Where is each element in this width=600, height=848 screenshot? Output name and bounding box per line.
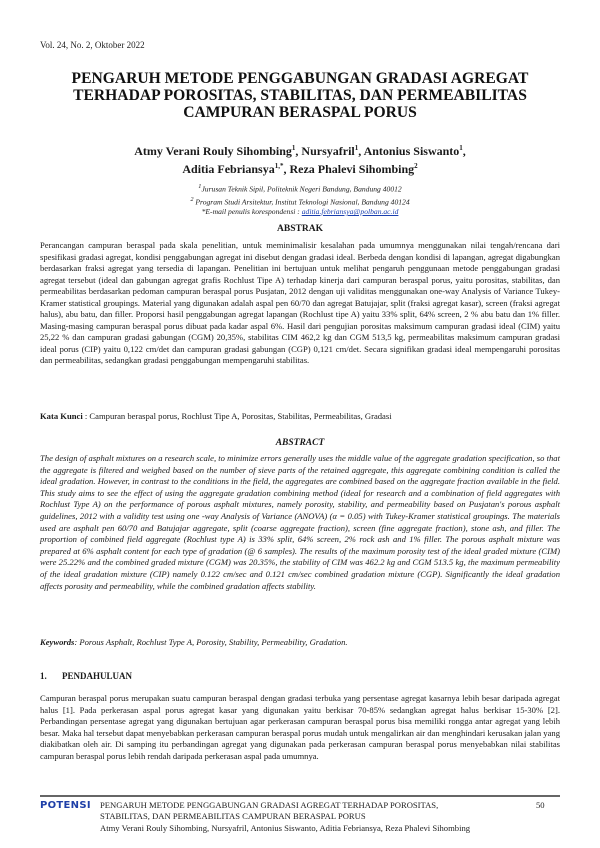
title-line: CAMPURAN BERASPAL PORUS	[183, 104, 417, 121]
footer-authors: Atmy Verani Rouly Sihombing, Nursyafril, Antonius Siswanto, Aditia Febriansya, Reza Phalevi Sihombing	[100, 822, 471, 833]
author-list: Atmy Verani Rouly Sihombing$^1$, Nursyafril$^1$, Antonius Siswanto$^1$, Aditia Febriansya$^{1,*}$, Reza Phalevi Sihombing$^2$	[134, 144, 466, 176]
title-line: TERHADAP POROSITAS, STABILITAS, DAN PERMEABILITAS	[73, 87, 527, 104]
email-link[interactable]: aditia.febriansya@polban.ac.id	[301, 207, 399, 217]
author-sup: 1,*	[274, 161, 284, 170]
keywords-text: : Porous Asphalt, Rochlust Type A, Porosity, Stability, Permeability, Gradation.	[74, 637, 348, 647]
affiliations	[60, 182, 540, 217]
affiliation-sup: 1	[198, 183, 202, 190]
section-title: PENDAHULUAN	[62, 671, 133, 681]
affiliation: Jurusan Teknik Sipil, Politeknik Negeri Bandung, Bandung 40012	[201, 184, 402, 194]
footer-title-line: PENGARUH METODE PENGGABUNGAN GRADASI AGREGAT TERHADAP POROSITAS,	[100, 800, 439, 810]
author-sup: 1	[459, 144, 463, 152]
abstract-body: The design of asphalt mixtures on a research scale, to minimize errors generally uses the middle value of the aggregate gradation specification, so that the aggregate is filtered and weighed based on the number of sieve parts of the retained aggregate, this aggregate combining condition is called the ideal gradation. However, in contrast to the conditions in the field, the aggregates are combined based on the aggregate fraction available in the field. This study aims to see the effect of using the aggregate gradation combining method (ideal for research and a combination of field aggregates with Rochlust Type A) on the performance of porous asphalt mixtures, namely porosity, stability, and permeability based on Pusjatan's porous asphalt guidelines, 2012 with a validity test using one -way Analysis of Variance (ANOVA) (α = 0.05) with Tukey-Kramer statistical groupings. The materials used are asphalt pen 60/70 and Batujajar aggregate, split (coarse aggregate fraction), screen (fine aggregate fraction), stone ash, and filler. The proportion of combined field aggregate (Rochlust type A) is 33% split, 64% screen, 2% rock ash and 1% filler. The porous asphalt mixture was prepared at 6% asphalt content for each type of gradation (@ 6 samples). The results of the maximum porosity test of the ideal graded mixture (CIM) were 25.22% and the combined graded mixture (CGM) was 20.35%, the stability of CIM was 462.2 kg and CGM 513.5 kg, the maximum permeability of the ideal gradation mixture (CIP) namely 0.122 cm/sec and 0.121 cm/sec combined gradation mixture (CGP). Significantly the ideal gradation affects porosity and permeability, while the combined gradation affects stability.	[40, 453, 560, 591]
running-footer	[100, 800, 540, 834]
section-number: 1.	[40, 671, 47, 681]
affiliation-sup: 2	[190, 195, 194, 203]
abstrak-body: Perancangan campuran beraspal pada skala penelitian, untuk meminimalisir kesalahan pada umumnya menggunakan nilai tengah/rencana dari spesifikasi gradasi agregat, kondisi penggabungan agregat ini disebut dengan gradasi ideal. Berbeda dengan kondisi di lapangan, agregat digabungkan berdasarkan fraksi agregat yang tersedia di lapangan. Penelitian ini bertujuan untuk melihat pengaruh penggunaan metode penggabungan gradasi agregat tersebut (ideal dan gabungan agregat grafis Rochlust Tipe A) terhadap kinerja dari campuran beraspal porus, yaitu porositas, stabilitas, dan permeabilitas berdasarkan pedoman campuran beraspal porus Pusjatan, 2012 dengan uji validitas menggunakan one-way Analysis of Variance Tukey-Kramer statistical groupings. Material yang digunakan adalah aspal pen 60/70 dan agregat Batujajar, split (fraksi agregat kasar), screen (fraksi agregat halus), abu batu, dan filler. Proporsi hasil penggabungan agregat lapangan (Rochlust tipe A) yaitu 33% split, 64% screen, 2 % abu batu dan 1% filler. Masing-masing campuran beraspal porus dibuat pada kadar aspal 6%. Hasil dari pengujian porositas maksimum campuran gradasi ideal (CIM) yaitu 25,22 % dan campuran gradasi gabungan (CGM) 20,35%, stabilitas CIM 462,2 kg dan CGM 513,5 kg, permeabilitas maksimum campuran gradasi ideal porus (CIP) yaitu 0,122 cm/det dan campuran gradasi gabungan (CGP) 0,121 cm/det. Secara signifikan gradasi ideal mempengaruhi porositas dan permeabilitas, sedangkan gradasi penggabungan mempengaruhi stabilitas.	[40, 240, 560, 365]
section-body: Campuran beraspal porus merupakan suatu campuran beraspal dengan gradasi terbuka yang persentase agregat kasarnya lebih besar daripada agregat halus [1]. Pada perkerasan aspal porus agregat kasar yang digunakan yaitu berkisar 70-85% sedangkan agregat halus berkisar 15-30% [2]. Perbandingan persentase agregat yang digunakan bertujuan agar perkerasan campuran beraspal porus bisa memiliki rongga antar agregat yang lebih besar. Maka hal tersebut dapat menyebabkan perkerasan campuran beraspal porus mudah untuk mengalirkan air dan menghindari kerusakan jalan yang diakibatkan oleh air. Di samping itu perbandingan agregat yang digunakan pada perkerasan campuran beraspal porus menyebabkan nilai stabilitas campuran beraspal porus lebih rendah daripada perkerasan aspal pada umumnya.	[40, 693, 560, 761]
kata-kunci-text: : Campuran beraspal porus, Rochlust Tipe A, Porositas, Stabilitas, Permeabilitas, Gradasi	[82, 411, 392, 421]
author-name: Atmy Verani Rouly Sihombing	[134, 144, 292, 158]
author-name: Nursyafril	[301, 144, 355, 158]
author-name: Reza Phalevi Sihombing	[289, 161, 415, 176]
kata-kunci	[40, 411, 560, 421]
keywords-label: Keywords	[40, 637, 75, 647]
footer-divider	[40, 795, 560, 797]
title-line: PENGARUH METODE PENGGABUNGAN GRADASI AGREGAT	[71, 70, 529, 87]
page-number: 50	[536, 800, 545, 810]
author-sup: 2	[414, 161, 418, 170]
abstrak-heading: ABSTRAK	[277, 224, 323, 234]
affiliation: Program Studi Arsitektur, Institut Teknologi Nasional, Bandung 40124	[193, 197, 410, 207]
volume-info: Vol. 24, No. 2, Oktober 2022	[40, 40, 145, 50]
potensi-logo: POTENSI	[40, 800, 91, 811]
kata-kunci-label: Kata Kunci	[40, 411, 83, 421]
keywords	[40, 637, 560, 647]
paper-title	[40, 70, 560, 121]
author-sup: 1	[354, 144, 359, 152]
email-label: *E-mail penulis korespondensi :	[201, 207, 302, 217]
footer-title-line: STABILITAS, DAN PERMEABILITAS CAMPURAN BERASPAL PORUS	[100, 811, 366, 822]
section-heading	[40, 671, 132, 681]
abstract-heading: ABSTRACT	[275, 438, 325, 448]
author-name: Antonius Siswanto	[363, 144, 460, 158]
author-sup: 1	[291, 144, 296, 152]
author-name: Aditia Febriansya	[182, 161, 275, 176]
